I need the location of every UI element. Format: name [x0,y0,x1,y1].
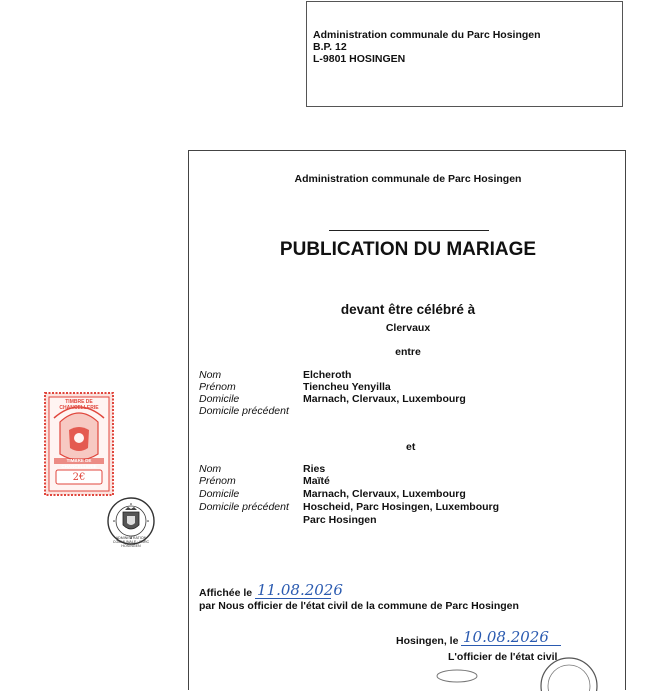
authority-heading: Administration communale de Parc Hosingen [294,173,522,185]
ceremony-place: Clervaux [385,322,431,334]
affichee-label: Affichée le [199,587,253,599]
signed-date: 10.08.2026 [463,628,549,646]
party2-prenom-label: Prénom [199,475,236,487]
party2-nom-label: Nom [199,463,222,475]
party2-nom: Ries [303,463,326,475]
party1-prenom-label: Prénom [199,381,236,393]
party1-nom: Elcheroth [303,369,352,381]
party2-domicile-precedent-label: Domicile précédent [199,501,289,513]
stamp-value: 2€ [72,472,86,483]
fiscal-stamp [44,392,114,496]
officer-line: par Nous officier de l'état civil de la commune de Parc Hosingen [199,600,519,612]
address-line-3: L-9801 HOSINGEN [313,53,406,65]
party2-domicile: Marnach, Clervaux, Luxembourg [303,488,466,500]
address-line-2: B.P. 12 [313,41,347,53]
party2-domicile-precedent-2: Parc Hosingen [303,514,377,526]
place-date-label: Hosingen, le [396,635,459,647]
subtitle: devant être célébré à [340,302,476,317]
officer-seal [429,646,609,691]
officer-title: L'officier de l'état civil [448,651,558,663]
address-box [306,1,623,107]
stamp-bottom-text: TIMBRE DE CHANCELLERIE [61,458,97,469]
commune-seal [106,496,156,546]
party1-domicile-label: Domicile [199,393,240,405]
and-label: et [406,441,416,453]
marriage-publication [188,150,626,690]
page-title: PUBLICATION DU MARIAGE [279,239,537,260]
party1-domicile: Marnach, Clervaux, Luxembourg [303,393,466,405]
between-label: entre [395,346,421,358]
title-rule [329,230,489,231]
stamp-top-text: TIMBRE DE CHANCELLERIE [59,399,99,411]
party1-prenom: Tiencheu Yenyilla [303,381,391,393]
party2-prenom: Maïté [303,475,330,487]
party1-nom-label: Nom [199,369,222,381]
address-line-1: Administration communale du Parc Hosingen [313,29,541,41]
affichee-date-underline [255,598,331,599]
party2-domicile-label: Domicile [199,488,240,500]
party1-domicile-precedent-label: Domicile précédent [199,405,289,417]
seal-text: ADMINISTRATION COMMUNALE · PARC HOSINGEN [112,536,150,548]
party2-domicile-precedent: Hoscheid, Parc Hosingen, Luxembourg [303,501,500,513]
affichee-date: 11.08.2026 [257,581,343,599]
